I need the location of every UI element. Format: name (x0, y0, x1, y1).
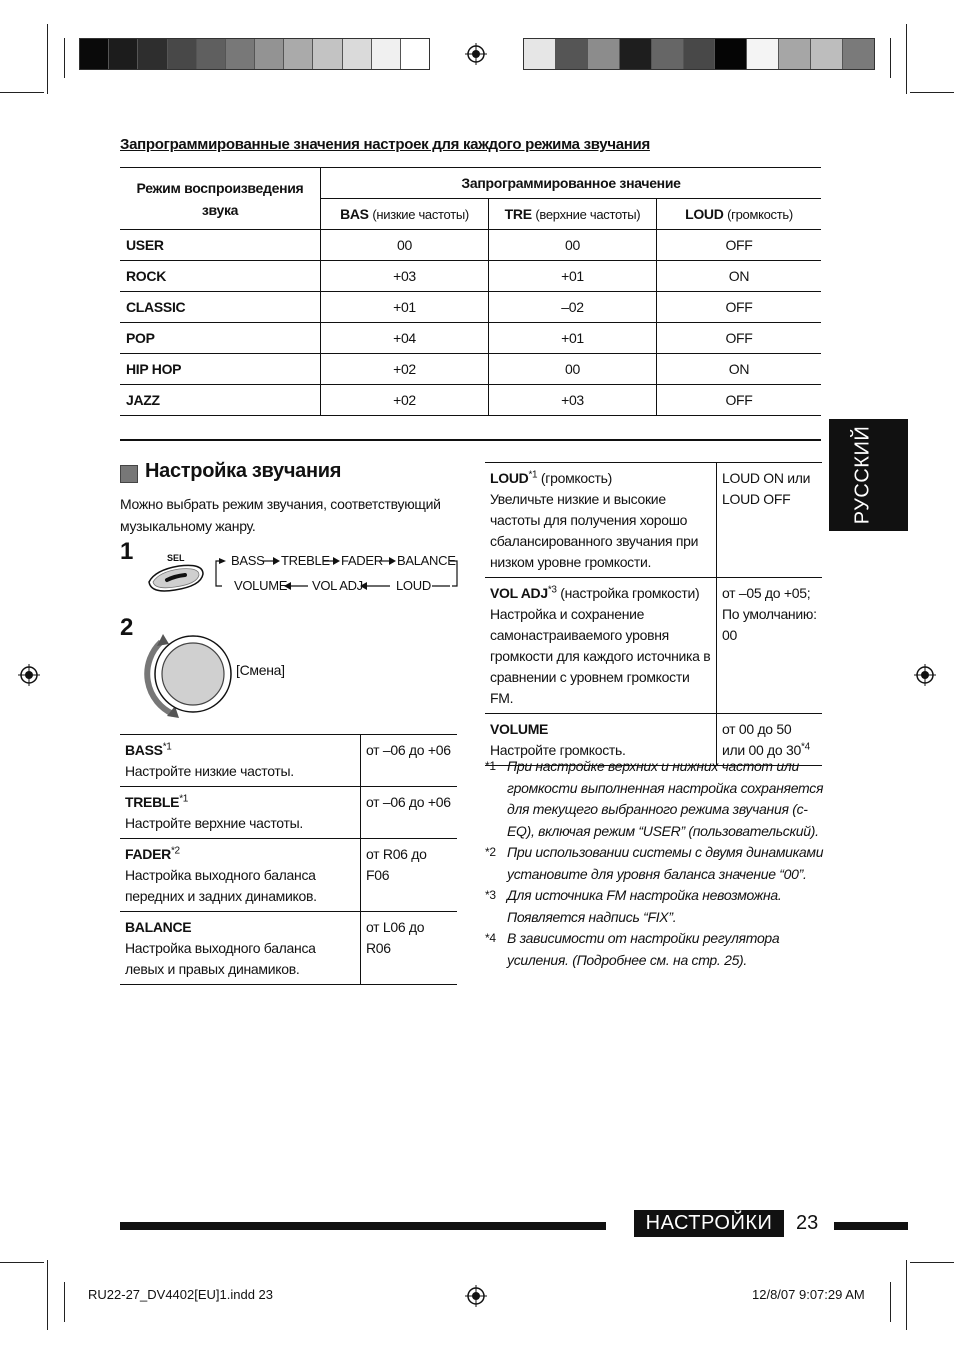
flow-balance: BALANCE (397, 553, 456, 568)
flow-bass: BASS (231, 553, 265, 568)
color-calibration-bar-left (79, 38, 430, 70)
table-row: POP +04 +01 OFF (120, 323, 821, 354)
footer-section-label: НАСТРОЙКИ (634, 1210, 784, 1237)
color-swatch (652, 39, 684, 69)
flow-vol-adj: VOL ADJ (312, 578, 363, 593)
section-marker-icon (120, 465, 138, 483)
table-row: VOLUME Настройте громкость. от 00 до 50 или 00 до 30$^{*4}$ (485, 714, 822, 766)
color-swatch (343, 39, 372, 69)
color-swatch (168, 39, 197, 69)
settings-table-right (485, 462, 822, 766)
header-tre: TRE (верхние частоты) (489, 199, 657, 230)
section-intro: Можно выбрать режим звучания, соответствующий музыкальному жанру. (120, 496, 441, 534)
slug-file-info: RU22-27_DV4402[EU]1.indd 23 (88, 1287, 274, 1302)
table-row: JAZZ +02 +03 OFF (120, 385, 821, 416)
sel-label: SEL (167, 553, 185, 563)
table-row: BASS$^{*1}$ Настройте низкие частоты. от –06 до +06 (120, 735, 457, 787)
section-divider (120, 439, 821, 441)
table-row: USER 00 00 OFF (120, 230, 821, 261)
control-dial-icon[interactable] (143, 628, 235, 720)
color-swatch (747, 39, 779, 69)
color-swatch (556, 39, 588, 69)
flow-treble: TREBLE (281, 553, 330, 568)
registration-mark-icon (465, 1285, 487, 1307)
step-1-number: 1 (120, 538, 134, 565)
footer-rule-right (834, 1222, 908, 1230)
footnote: *2 При использовании системы с двумя динамиками установите для уровня баланса значение “00”. (485, 844, 824, 882)
header-loud: LOUD (громкость) (657, 199, 822, 230)
preset-table-title: Запрограммированные значения настроек для каждого режима звучания (120, 136, 650, 153)
flow-loud: LOUD (396, 578, 431, 593)
color-swatch (401, 39, 429, 69)
registration-mark-icon (18, 664, 40, 686)
color-swatch (109, 39, 138, 69)
color-swatch (715, 39, 747, 69)
language-tab (829, 419, 908, 531)
sel-button[interactable] (145, 550, 207, 598)
registration-mark-icon (465, 43, 487, 65)
registration-mark-icon (914, 664, 936, 686)
footnotes (485, 756, 825, 971)
language-tab-label: РУССКИЙ (851, 425, 874, 525)
color-swatch (811, 39, 843, 69)
sel-button-icon (145, 550, 207, 598)
footnote: *1 При настройке верхних и нижних частот или громкости выполненная настройка сохраняется для текущего выбранного режима звучания (c-EQ), включая режим “USER” (пользовательский). (485, 758, 824, 839)
slug-date: 12/8/07 9:07:29 AM (752, 1287, 865, 1302)
table-row: CLASSIC +01 –02 OFF (120, 292, 821, 323)
color-swatch (684, 39, 716, 69)
color-swatch (138, 39, 167, 69)
color-swatch (843, 39, 874, 69)
color-swatch (372, 39, 401, 69)
footnote: *4 В зависимости от настройки регулятора усиления. (Подробнее см. на стр. 25). (485, 930, 780, 968)
table-row: FADER$^{*2}$ Настройка выходного баланса передних и задних динамиков. от R06 до F06 (120, 839, 457, 912)
table-row: ROCK +03 +01 ON (120, 261, 821, 292)
color-swatch (226, 39, 255, 69)
footer-rule-left (120, 1222, 606, 1230)
footnote: *3 Для источника FM настройка невозможна. Появляется надпись “FIX”. (485, 887, 782, 925)
color-swatch (255, 39, 284, 69)
settings-table-left (120, 734, 457, 985)
dial-label: [Смена] (236, 662, 285, 678)
step-2-number: 2 (120, 614, 134, 641)
header-bas: BAS (низкие частоты) (321, 199, 489, 230)
table-row: TREBLE$^{*1}$ Настройте верхние частоты. от –06 до +06 (120, 787, 457, 839)
section-title: Настройка звучания (145, 460, 342, 482)
color-swatch (620, 39, 652, 69)
color-swatch (779, 39, 811, 69)
table-row: VOL ADJ$^{*3}$ (настройка громкости) Настройка и сохранение самонастраиваемого уровня громкости для каждого источника в сравнении с уровнем громкости FM. от –05 до +05; По умолчанию: 00 (485, 578, 822, 714)
table-row: HIP HOP +02 00 ON (120, 354, 821, 385)
header-mode: Режим воспроизведения звука (120, 168, 321, 230)
color-swatch (588, 39, 620, 69)
page-number: 23 (796, 1212, 819, 1234)
flow-volume: VOLUME (234, 578, 288, 593)
preset-values-table (120, 167, 821, 416)
header-preset-value: Запрограммированное значение (321, 168, 822, 199)
color-calibration-bar-right (523, 38, 875, 70)
color-swatch (80, 39, 109, 69)
color-swatch (313, 39, 342, 69)
color-swatch (197, 39, 226, 69)
color-swatch (284, 39, 313, 69)
flow-fader: FADER (341, 553, 383, 568)
color-swatch (524, 39, 556, 69)
table-row: BALANCE Настройка выходного баланса левых и правых динамиков. от L06 до R06 (120, 912, 457, 985)
table-row: LOUD$^{*1}$ (громкость) Увеличьте низкие и высокие частоты для получения хорошо сбалансированного звучания при низком уровне громкости. LOUD ON или LOUD OFF (485, 463, 822, 578)
